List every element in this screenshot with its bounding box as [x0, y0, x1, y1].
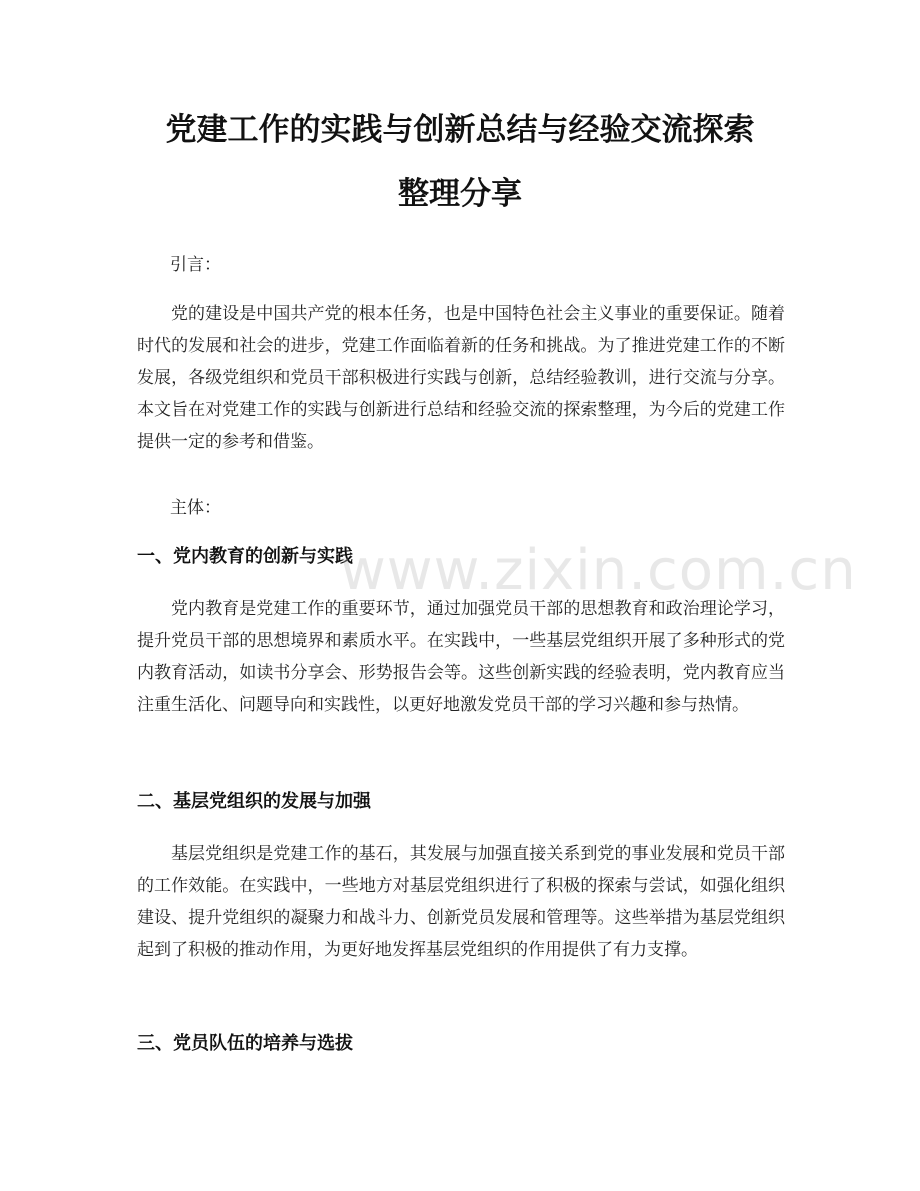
intro-paragraph: 党的建设是中国共产党的根本任务，也是中国特色社会主义事业的重要保证。随着时代的发展和社会的进步，党建工作面临着新的任务和挑战。为了推进党建工作的不断发展，各级党组织和党员干部积极进行实践与创新，总结经验教训，进行交流与分享。本文旨在对党建工作的实践与创新进行总结和经验交流的探索整理，为今后的党建工作提供一定的参考和借鉴。: [137, 304, 785, 452]
section-1-heading: 一、党内教育的创新与实践: [137, 546, 353, 567]
section-2-paragraph: 基层党组织是党建工作的基石，其发展与加强直接关系到党的事业发展和党员干部的工作效能。在实践中，一些地方对基层党组织进行了积极的探索与尝试，如强化组织建设、提升党组织的凝聚力和战斗力、创新党员发展和管理等。这些举措为基层党组织起到了积极的推动作用，为更好地发挥基层党组织的作用提供了有力支撑。: [137, 844, 785, 960]
intro-label: 引言：: [170, 255, 221, 275]
section-2-heading: 二、基层党组织的发展与加强: [137, 791, 371, 812]
section-3-heading: 三、党员队伍的培养与选拔: [137, 1033, 353, 1054]
document-title-line1: 党建工作的实践与创新总结与经验交流探索: [165, 112, 755, 148]
section-1-paragraph: 党内教育是党建工作的重要环节，通过加强党员干部的思想教育和政治理论学习，提升党员干部的思想境界和素质水平。在实践中，一些基层党组织开展了多种形式的党内教育活动，如读书分享会、形势报告会等。这些创新实践的经验表明，党内教育应当注重生活化、问题导向和实践性，以更好地激发党员干部的学习兴趣和参与热情。: [137, 599, 785, 715]
watermark: www.zixin.com.cn: [340, 538, 857, 603]
document-title-line2: 整理分享: [398, 176, 522, 212]
body-label: 主体：: [170, 498, 221, 518]
